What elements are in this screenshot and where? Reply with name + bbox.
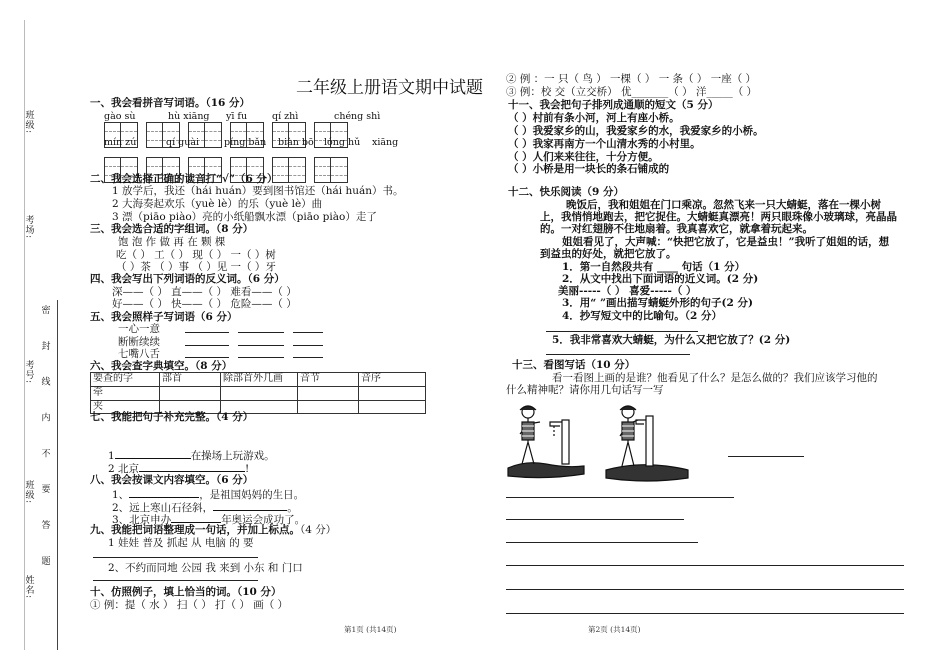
pinyin-xiang: xiāng bbox=[372, 137, 399, 148]
s9-score: （4 分） bbox=[300, 524, 337, 536]
s12-para1: 晚饭后，我和姐姐在门口乘凉。忽然飞来一只大蜻蜓，落在一棵小树 bbox=[566, 199, 881, 211]
s12-heading: 十二、快乐阅读（9 分） bbox=[508, 186, 624, 198]
s10-line1: ① 例：提（ 水 ） 扫（ ） 打（ ） 画（ ） bbox=[90, 599, 289, 611]
margin-seat-label: 考号: bbox=[23, 360, 34, 385]
s1-pinyin-row2 bbox=[104, 137, 398, 149]
s3-line3: （ ）茶 （ ）事 （ ）见 一（ ）牙 bbox=[116, 261, 276, 273]
s8-blank2[interactable] bbox=[213, 500, 287, 511]
s3-line1: 饱 泡 作 做 再 在 颗 棵 bbox=[118, 236, 226, 248]
s11-line1: （ ）村前有条小河，河上有座小桥。 bbox=[508, 112, 680, 124]
s7-line2-suffix: ! bbox=[245, 463, 250, 475]
s12-q2b: 美丽-----（ ） 喜爱-----（ ） bbox=[558, 285, 697, 297]
writing-line[interactable] bbox=[506, 497, 734, 498]
table-cell[interactable] bbox=[298, 400, 359, 414]
s9-heading: 九、我能把词语整理成一句话，并加上标点。 bbox=[90, 524, 300, 536]
s7-blank1[interactable] bbox=[115, 448, 191, 459]
writing-line[interactable] bbox=[506, 565, 904, 566]
pinyin-gaosu: gào sù bbox=[104, 111, 136, 122]
s5-heading: 五、我会照样子写词语（6 分） bbox=[90, 311, 238, 323]
writing-line[interactable] bbox=[506, 542, 698, 543]
s12-q5: 5．我非常喜欢大蜻蜓，为什么又把它放了？(2 分) bbox=[552, 334, 791, 346]
margin-name-label: 姓名: bbox=[23, 575, 34, 600]
s9-answer-line[interactable] bbox=[93, 557, 258, 558]
s2-line2: 2 大海奏起欢乐（yuè lè）的乐（yuè lè）曲 bbox=[112, 198, 323, 210]
s8-blank1[interactable] bbox=[129, 487, 199, 498]
s8-line3-suffix: 年奥运会成功了。 bbox=[221, 514, 306, 526]
s5-blank[interactable] bbox=[238, 332, 284, 333]
s9-line2: 2、不约而同地 公园 我 来到 小东 和 门口 bbox=[108, 562, 303, 574]
writing-line[interactable] bbox=[506, 613, 904, 614]
table-cell[interactable] bbox=[298, 386, 359, 400]
table-cell[interactable] bbox=[221, 386, 298, 400]
s5-blank[interactable] bbox=[185, 345, 229, 346]
s9-answer-line[interactable] bbox=[93, 580, 258, 581]
write-cell[interactable] bbox=[289, 157, 306, 183]
pinyin-qizhi: qí zhì bbox=[272, 111, 299, 122]
s2-heading: 二、我会选择正确的读音打“√”（6 分） bbox=[90, 173, 278, 185]
write-cell[interactable] bbox=[314, 157, 331, 183]
margin-seal-line bbox=[57, 300, 58, 650]
s6-col-strokes: 除部首外几画 bbox=[221, 373, 298, 387]
s7-line1-suffix: 在操场上玩游戏。 bbox=[190, 450, 275, 462]
s6-dictionary-table bbox=[90, 372, 426, 414]
s6-col-sequence: 音序 bbox=[359, 373, 426, 387]
s5-item1 bbox=[118, 323, 160, 336]
s6-heading: 六、我会查字典填空。（8 分） bbox=[90, 360, 233, 372]
s8-line1-suffix: ，是祖国妈妈的生日。 bbox=[199, 489, 305, 501]
s11-line4: （ ）人们来来往往，十分方便。 bbox=[508, 151, 659, 163]
write-cell[interactable] bbox=[331, 157, 348, 183]
s8-line2-prefix: 2、远上寒山石径斜， bbox=[112, 502, 214, 514]
pinyin-pingban: píng bǎn bbox=[224, 137, 267, 148]
s9-heading-row bbox=[90, 524, 336, 537]
pinyin-yifu: yī fu bbox=[226, 111, 248, 122]
s7-line2-prefix: 2 北京 bbox=[108, 463, 140, 475]
s6-col-char: 要查的字 bbox=[91, 373, 160, 387]
s8-line2-suffix: 。 bbox=[287, 502, 298, 514]
margin-class2-label: 班级: bbox=[23, 480, 34, 505]
s12-para2b: 到益虫的好处，就把它放了。 bbox=[540, 248, 677, 260]
s6-col-radical: 部首 bbox=[160, 373, 221, 387]
s12-q3: 3．用“ ”画出描写蜻蜓外形的句子(2 分) bbox=[562, 297, 753, 309]
s5-example1: 一心一意 bbox=[118, 323, 160, 335]
s11-line3: （ ）我家再南方一个山清水秀的小村里。 bbox=[508, 138, 701, 150]
s12-q4: 4．抄写短文中的比喻句。（2 分） bbox=[562, 310, 723, 322]
s5-blank[interactable] bbox=[238, 345, 284, 346]
s13-prompt2: 什么精神呢？请你用几句话写一写 bbox=[506, 384, 664, 396]
scene-left bbox=[508, 406, 584, 478]
s11-line2: （ ）我爱家乡的山，我爱家乡的水，我爱家乡的小桥。 bbox=[508, 125, 764, 137]
s4-line2: 好——（ ） 快——（ ） 危险——（ ） bbox=[112, 298, 297, 310]
pinyin-minzu: mín zú bbox=[104, 137, 137, 148]
pinyin-chengshi: chéng shì bbox=[334, 111, 381, 122]
s5-blank[interactable] bbox=[293, 345, 323, 346]
s10-heading: 十、仿照例子，填上恰当的词。（10 分） bbox=[90, 586, 282, 598]
s12-para1c: 的。一对红翅膀不住地扇着。我真喜欢它，就拿着玩起来。 bbox=[540, 223, 813, 235]
s10-line3: ③ 例：校 交（立交桥） 优_______（ ） 洋_____（ ） bbox=[506, 86, 758, 98]
s11-heading: 十一、我会把句子排列成通顺的短文（5 分） bbox=[508, 99, 719, 111]
s5-blank[interactable] bbox=[293, 332, 323, 333]
margin-class-label: 班级: bbox=[23, 110, 34, 135]
s12-answer-line[interactable] bbox=[546, 354, 690, 355]
s1-heading: 一、我会看拼音写词语。（16 分） bbox=[90, 97, 251, 109]
s8-line1-prefix: 1、 bbox=[112, 489, 130, 501]
s5-blank[interactable] bbox=[185, 332, 229, 333]
footer-left: 第1页 (共14页) bbox=[344, 625, 397, 634]
pinyin-huxiang: hù xiāng bbox=[168, 111, 210, 122]
s7-heading: 七、我能把句子补充完整。（4 分） bbox=[90, 411, 254, 423]
s5-example2: 断断续续 bbox=[118, 336, 160, 348]
table-cell[interactable] bbox=[359, 386, 426, 400]
s6-col-syllable: 音节 bbox=[298, 373, 359, 387]
pinyin-bianbo: biàn bō bbox=[278, 137, 314, 148]
s12-para2: 姐姐看见了，大声喊：“快把它放了，它是益虫！”我听了姐姐的话，想 bbox=[562, 236, 890, 248]
s2-line1: 1 放学后，我还（hái huán）要到图书馆还（hái huán）书。 bbox=[112, 185, 404, 197]
s8-line3-prefix: 3、北京申办 bbox=[112, 514, 172, 526]
s7-blank2[interactable] bbox=[139, 461, 245, 472]
s4-heading: 四、我会写出下列词语的反义词。（6 分） bbox=[90, 273, 285, 285]
footer-right: 第2页 (共14页) bbox=[588, 625, 641, 634]
table-cell[interactable] bbox=[160, 386, 221, 400]
boy-faucet-illustration bbox=[506, 398, 706, 488]
writing-line[interactable] bbox=[728, 456, 804, 457]
scene-right bbox=[606, 406, 688, 481]
s5-blank[interactable] bbox=[185, 357, 229, 358]
margin-exam-label: 考场: bbox=[23, 215, 34, 240]
page-title: 二年级上册语文期中试题 bbox=[296, 78, 483, 98]
writing-line[interactable] bbox=[506, 519, 684, 520]
s5-blank[interactable] bbox=[238, 357, 284, 358]
s6-row-char: 夹 bbox=[91, 400, 160, 414]
s13-prompt1: 看一看图上画的是谁？他看见了什么？是怎么做的？我们应该学习他的 bbox=[552, 372, 878, 384]
s3-heading: 三、我会选合适的字组词。（8 分） bbox=[90, 223, 254, 235]
s5-example3: 七嘴八舌 bbox=[118, 348, 160, 360]
table-cell[interactable] bbox=[359, 400, 426, 414]
s5-blank[interactable] bbox=[293, 357, 323, 358]
pinyin-longhu: lóng hǔ bbox=[324, 137, 361, 148]
s4-line1: 深——（ ） 直——（ ） 难看——（ ） bbox=[112, 286, 297, 298]
s3-line2: 吃（ ） 工（ ） 现（ ） 一（ ）树 bbox=[116, 249, 276, 261]
s2-line3: 3 漂（piāo piào）亮的小纸船飘水漂（piāo piào）走了 bbox=[112, 211, 377, 223]
pinyin-qiguai: qí guài bbox=[166, 137, 200, 148]
s12-q1: 1．第一自然段共有 ____ 句话（1 分） bbox=[562, 261, 746, 273]
writing-line[interactable] bbox=[506, 589, 904, 590]
s13-heading: 十三、看图写话（10 分） bbox=[512, 359, 636, 371]
s9-line1: 1 娃娃 普及 抓起 从 电脑 的 要 bbox=[108, 537, 254, 549]
s8-heading: 八、我会按课文内容填空。（6 分） bbox=[90, 474, 254, 486]
s12-para1b: 上，我悄悄地跑去，把它捉住。大蜻蜓真漂亮！两只眼珠像小玻璃球，亮晶晶 bbox=[540, 211, 897, 223]
s10-line2: ② 例 ：一 只（ 鸟 ） 一棵（ ） 一 条（ ） 一座（ ） bbox=[506, 73, 757, 85]
s12-q2: 2．从文中找出下面词语的近义词。(2 分) bbox=[562, 273, 759, 285]
s7-line1-prefix: 1 bbox=[108, 450, 115, 462]
s11-line5: （ ）小桥是用一块长的条石铺成的 bbox=[508, 163, 670, 175]
s12-answer-line[interactable] bbox=[546, 331, 698, 332]
margin-seal-text: 密 封 线 内 不 要 答 题 bbox=[39, 305, 50, 578]
s8-blank3[interactable] bbox=[171, 512, 221, 523]
s6-row-char: 牵 bbox=[91, 386, 160, 400]
